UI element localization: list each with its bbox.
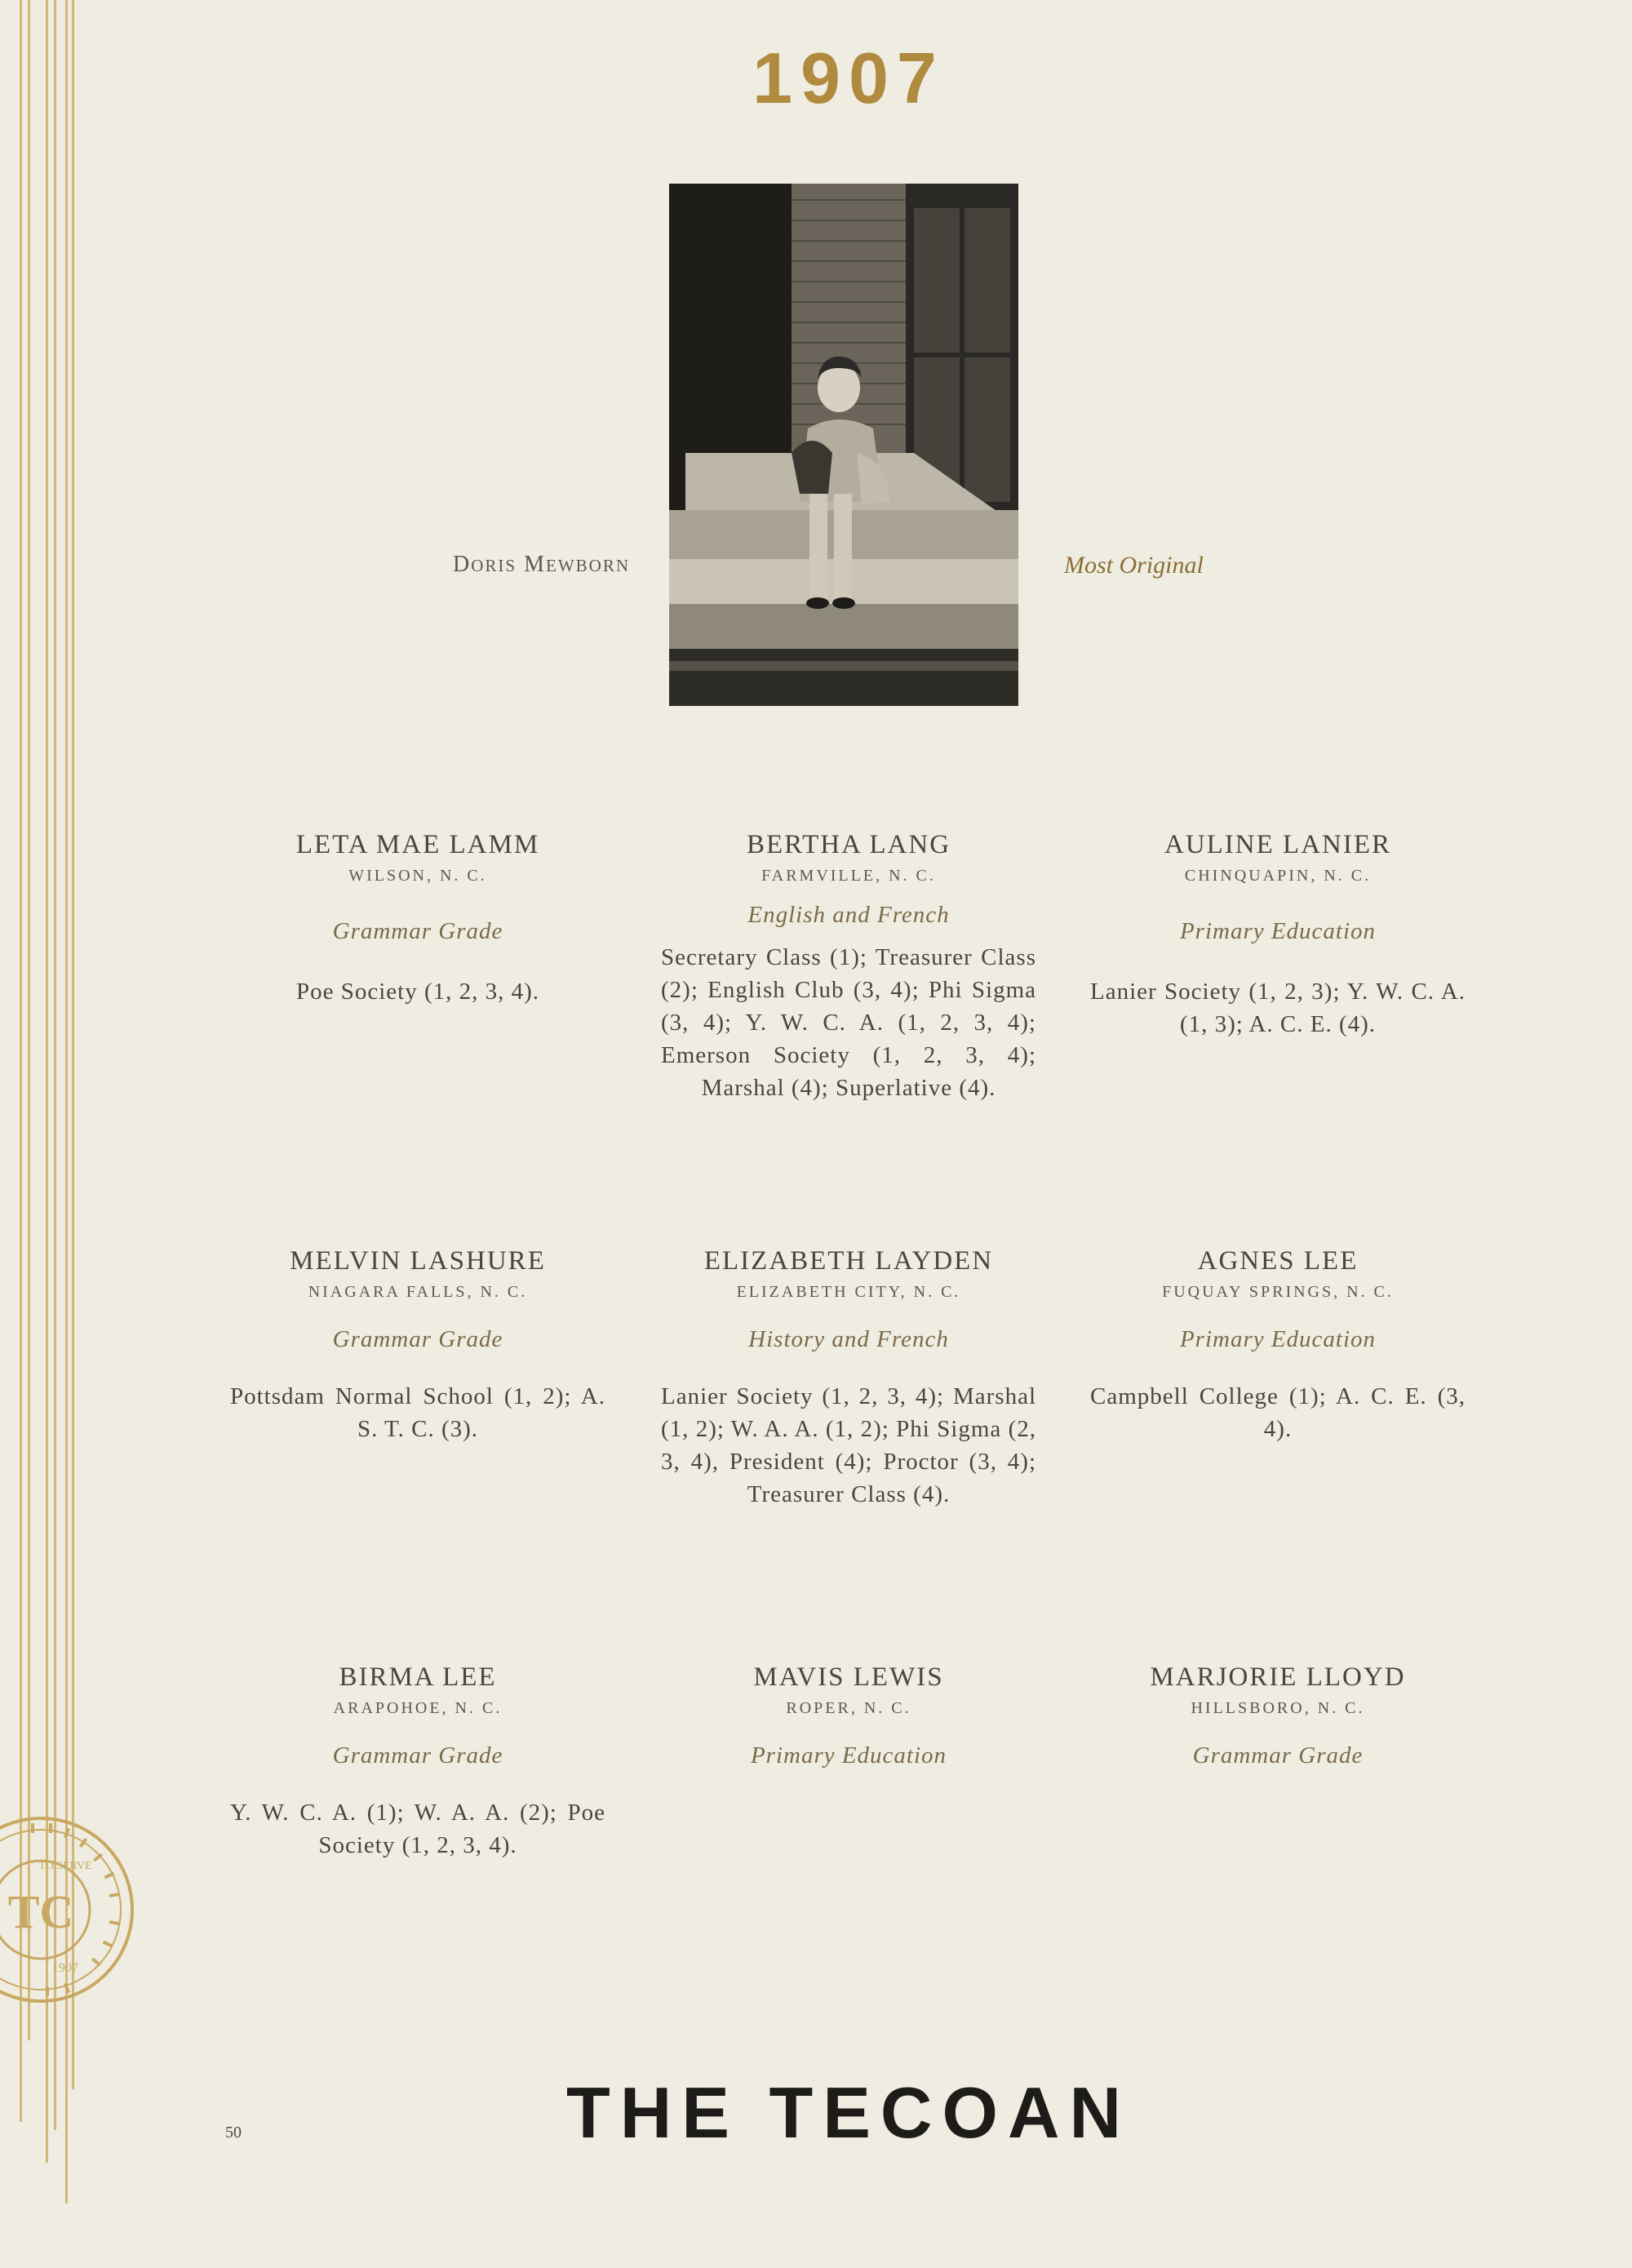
student-department: Primary Education [750, 1742, 947, 1769]
margin-rule-6 [72, 0, 74, 2089]
student-department: Primary Education [1179, 918, 1377, 944]
student-hometown: ELIZABETH CITY, N. C. [736, 1283, 961, 1301]
svg-text:TO SERVE: TO SERVE [38, 1860, 92, 1872]
student-entry [653, 828, 1044, 1104]
student-name: AGNES LEE [1197, 1246, 1359, 1276]
student-entry [222, 1245, 614, 1445]
margin-rule-4 [54, 0, 56, 2130]
college-seal [0, 1812, 139, 2008]
student-hometown: FARMVILLE, N. C. [761, 867, 936, 885]
svg-text:1907: 1907 [52, 1961, 78, 1975]
student-activities: Lanier Society (1, 2, 3); Y. W. C. A. (1, 3); A. C. E. (4). [1090, 979, 1466, 1037]
student-hometown: WILSON, N. C. [348, 867, 487, 885]
student-hometown: NIAGARA FALLS, N. C. [308, 1283, 528, 1301]
featured-photo [669, 184, 1018, 706]
student-activities: Pottsdam Normal School (1, 2); A. S. T. C. (3). [230, 1383, 605, 1442]
student-hometown: ROPER, N. C. [786, 1699, 911, 1717]
student-name: MELVIN LASHURE [290, 1246, 546, 1276]
student-entry [222, 1661, 614, 1862]
student-activities: Poe Society (1, 2, 3, 4). [295, 979, 540, 1005]
student-name: BIRMA LEE [339, 1662, 497, 1692]
student-hometown: FUQUAY SPRINGS, N. C. [1162, 1283, 1394, 1301]
student-hometown: HILLSBORO, N. C. [1191, 1699, 1365, 1717]
student-department: Grammar Grade [1192, 1742, 1364, 1769]
student-name: BERTHA LANG [746, 830, 951, 859]
student-entry [1082, 828, 1474, 1041]
student-hometown: ARAPOHOE, N. C. [333, 1699, 503, 1717]
student-name: MARJORIE LLOYD [1150, 1662, 1406, 1692]
student-entry [1082, 1245, 1474, 1445]
student-activities: Campbell College (1); A. C. E. (3, 4). [1090, 1383, 1466, 1442]
student-activities: Y. W. C. A. (1); W. A. A. (2); Poe Society (1, 2, 3, 4). [230, 1800, 605, 1858]
student-name: ELIZABETH LAYDEN [703, 1246, 994, 1276]
student-entry [1082, 1661, 1474, 1770]
student-name: AULINE LANIER [1164, 830, 1392, 859]
student-entry [653, 1245, 1044, 1511]
featured-student-name: DORIS MEWBORN [453, 552, 630, 577]
margin-rule-1 [20, 0, 22, 2122]
student-activities: Lanier Society (1, 2, 3, 4); Marshal (1, 2); W. A. A. (1, 2); Phi Sigma (2, 3, 4), President (4); Proctor (3, 4); Treasurer Class (4). [661, 1383, 1036, 1507]
page-number: 50 [225, 2124, 242, 2142]
student-department: History and French [748, 1326, 949, 1352]
superlative-title: Most Original [1064, 552, 1204, 579]
student-name: MAVIS LEWIS [753, 1662, 944, 1692]
student-department: Grammar Grade [332, 918, 503, 944]
yearbook-title: THE TECOAN [566, 2072, 1131, 2153]
student-hometown: CHINQUAPIN, N. C. [1184, 867, 1372, 885]
student-name: LETA MAE LAMM [295, 830, 540, 859]
student-department: English and French [747, 902, 950, 928]
svg-text:TC: TC [7, 1885, 74, 1938]
student-entry [653, 1661, 1044, 1770]
student-department: Grammar Grade [332, 1326, 503, 1352]
margin-rule-2 [28, 0, 30, 2040]
student-department: Primary Education [1179, 1326, 1377, 1352]
student-department: Grammar Grade [332, 1742, 503, 1769]
student-entry [222, 828, 614, 1008]
year-heading: 1907 [752, 38, 945, 118]
student-activities: Secretary Class (1); Treasurer Class (2); English Club (3, 4); Phi Sigma (3, 4); Y. W. C. A. (1, 2, 3, 4); Emerson Society (1, 2, 3, 4); Marshal (4); Superlative (4). [661, 944, 1036, 1101]
